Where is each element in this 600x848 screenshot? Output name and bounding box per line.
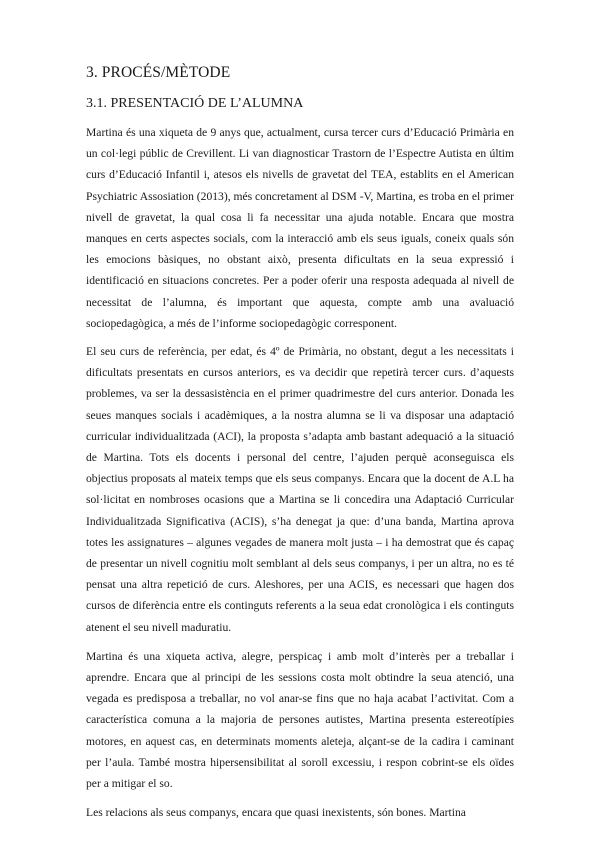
section-title: 3. PROCÉS/MÈTODE bbox=[86, 64, 231, 81]
subsection-title: 3.1. PRESENTACIÓ DE L’ALUMNA bbox=[86, 96, 304, 111]
document-page bbox=[86, 62, 514, 831]
paragraph-4: Les relacions als seus companys, encara que quasi inexistents, són bones. Martina bbox=[86, 806, 466, 820]
paragraph-1: Martina és una xiqueta de 9 anys que, actualment, cursa tercer curs d’Educació Primària en un col·legi públic de Crevillent. Li van diagnosticar Trastorn de l’Espectre Autista en últim curs d’Educació Infantil i, atesos els nivells de gravetat del TEA, establits en el American Psychiatric Assosiation (2013), més concretament al DSM -V, Martina, es troba en el primer nivell de gravetat, la qual cosa li fa necessitar una ajuda notable. Encara que mostra manques en certs aspectes socials, com la interacció amb els seus iguals, coneix quals són les emocions bàsiques, no obstant això, presenta dificultats en la seua expressió i identificació en situacions concretes. Per a poder oferir una resposta adequada al nivell de necessitat de l’alumna, és important que aquesta, compte amb una avaluació sociopedagògica, a més de l’informe sociopedagògic corresponent. bbox=[86, 126, 515, 330]
paragraph-3: Martina és una xiqueta activa, alegre, perspicaç i amb molt d’interès per a treballar i aprendre. Encara que al principi de les sessions costa molt obtindre la seua atenció, una vegada es predisposa a treballar, no vol anar-se fins que no haja acabat l’activitat. Com a característica comuna a la majoria de persones autistes, Martina presenta estereotípies motores, en aquest cas, en determinats moments aleteja, alçant-se de la cadira i caminant per l’aula. També mostra hipersensibilitat al soroll excessiu, i respon cobrint-se els oïdes per a mitigar el so. bbox=[86, 649, 514, 791]
paragraph-2: El seu curs de referència, per edat, és 4º de Primària, no obstant, degut a les necessitats i dificultats presentats en cursos anteriors, es va decidir que repetirà tercer curs. d’aquests problemes, va ser la dessasistència en el primer quadrimestre del curs anterior. Donada les seues manques socials i acadèmiques, a la nostra alumna se li va disposar una adaptació curricular individualitzada (ACI), la proposta s’adapta amb bastant adequació a la situació de Martina. Tots els docents i personal del centre, l’ajuden perquè aconseguisca els objectius proposats al mateix temps que els seus companys. Encara que la docent de A.L ha sol·licitat en nombroses ocasions que a Martina se li concedira una Adaptació Curricular Individualitzada Significativa (ACIS), s’ha denegat ja que: d’una banda, Martina aprova totes les assignatures – algunes vegades de manera molt justa – i ha demostrat que és capaç de presentar un nivell cognitiu molt semblant al dels seus companys, i per un altra, no es té pensat una altra repetició de curs. Aleshores, per una ACIS, es necessari que hagen dos cursos de diferència entre els continguts referents a la seua edat cronològica i els continguts atenent el seu nivell maduratiu. bbox=[86, 345, 514, 634]
